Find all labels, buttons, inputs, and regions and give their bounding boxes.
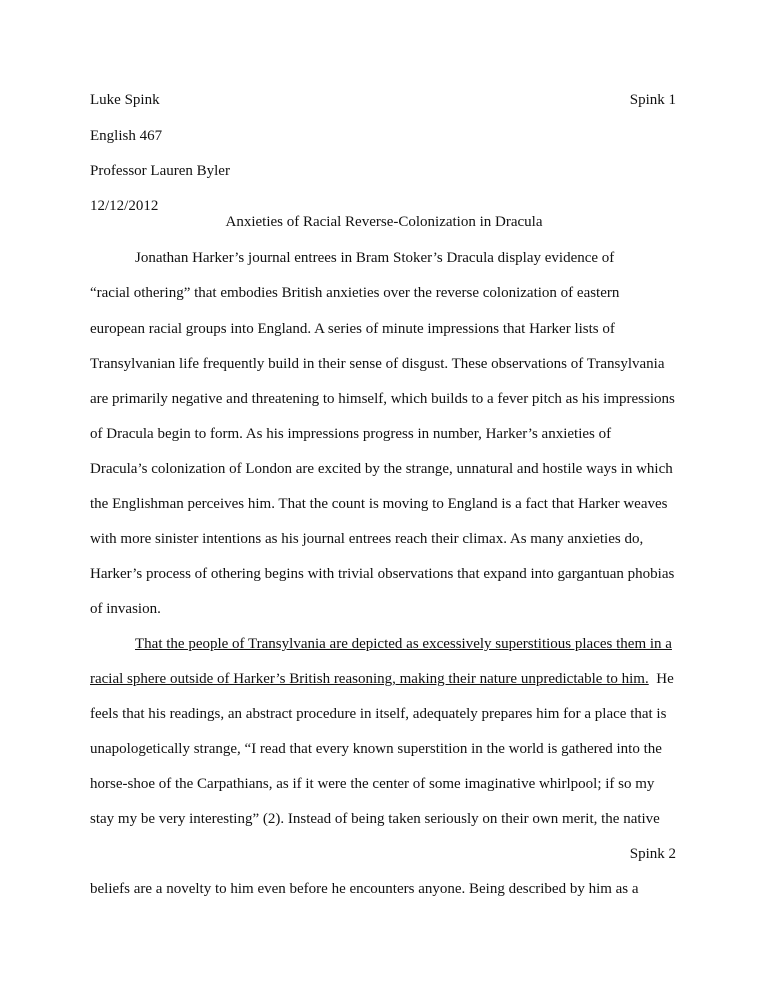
para1-line: Harker’s process of othering begins with trivial observations that expand into gargantuan phobias [90,566,675,582]
para1-line: european racial groups into England. A series of minute impressions that Harker lists of [90,321,615,337]
para2-line: unapologetically strange, “I read that every known superstition in the world is gathered into the [90,741,662,757]
para1-line: with more sinister intentions as his journal entrees reach their climax. As many anxieties do, [90,531,644,547]
para1-line: are primarily negative and threatening to himself, which builds to a fever pitch as his impressions [90,391,675,407]
para1-line: Jonathan Harker’s journal entrees in Bram Stoker’s Dracula display evidence of [135,250,615,266]
para2-rest-span: He [648,671,674,687]
para2-line-2 [90,670,674,688]
date-line: 12/12/2012 [90,198,159,214]
para1-line: the Englishman perceives him. That the count is moving to England is a fact that Harker weaves [90,496,668,512]
essay-title: Anxieties of Racial Reverse-Colonization in Dracula [225,214,543,230]
para2-line-underlined: That the people of Transylvania are depicted as excessively superstitious places them in a [135,636,672,652]
para2-line: feels that his readings, an abstract procedure in itself, adequately prepares him for a place that is [90,706,667,722]
para1-line: “racial othering” that embodies British anxieties over the reverse colonization of eastern [90,285,620,301]
professor-line: Professor Lauren Byler [90,163,230,179]
course-line: English 467 [90,128,163,144]
page-header-2: Spink 2 [629,846,676,862]
para1-line: Dracula’s colonization of London are excited by the strange, unnatural and hostile ways in which [90,461,673,477]
author-name: Luke Spink [90,92,160,108]
page2-line: beliefs are a novelty to him even before he encounters anyone. Being described by him as a [90,881,639,897]
para1-line: Transylvanian life frequently build in their sense of disgust. These observations of Transylvania [90,356,665,372]
para2-line: horse-shoe of the Carpathians, as if it were the center of some imaginative whirlpool; if so my [90,776,655,792]
para2-underlined-span: racial sphere outside of Harker’s British reasoning, making their nature unpredictable to him. [90,671,649,687]
para1-line: of invasion. [90,601,161,617]
para1-line: of Dracula begin to form. As his impressions progress in number, Harker’s anxieties of [90,426,612,442]
para2-line: stay my be very interesting” (2). Instead of being taken seriously on their own merit, the native [90,811,660,827]
page-header-1: Spink 1 [629,92,676,108]
